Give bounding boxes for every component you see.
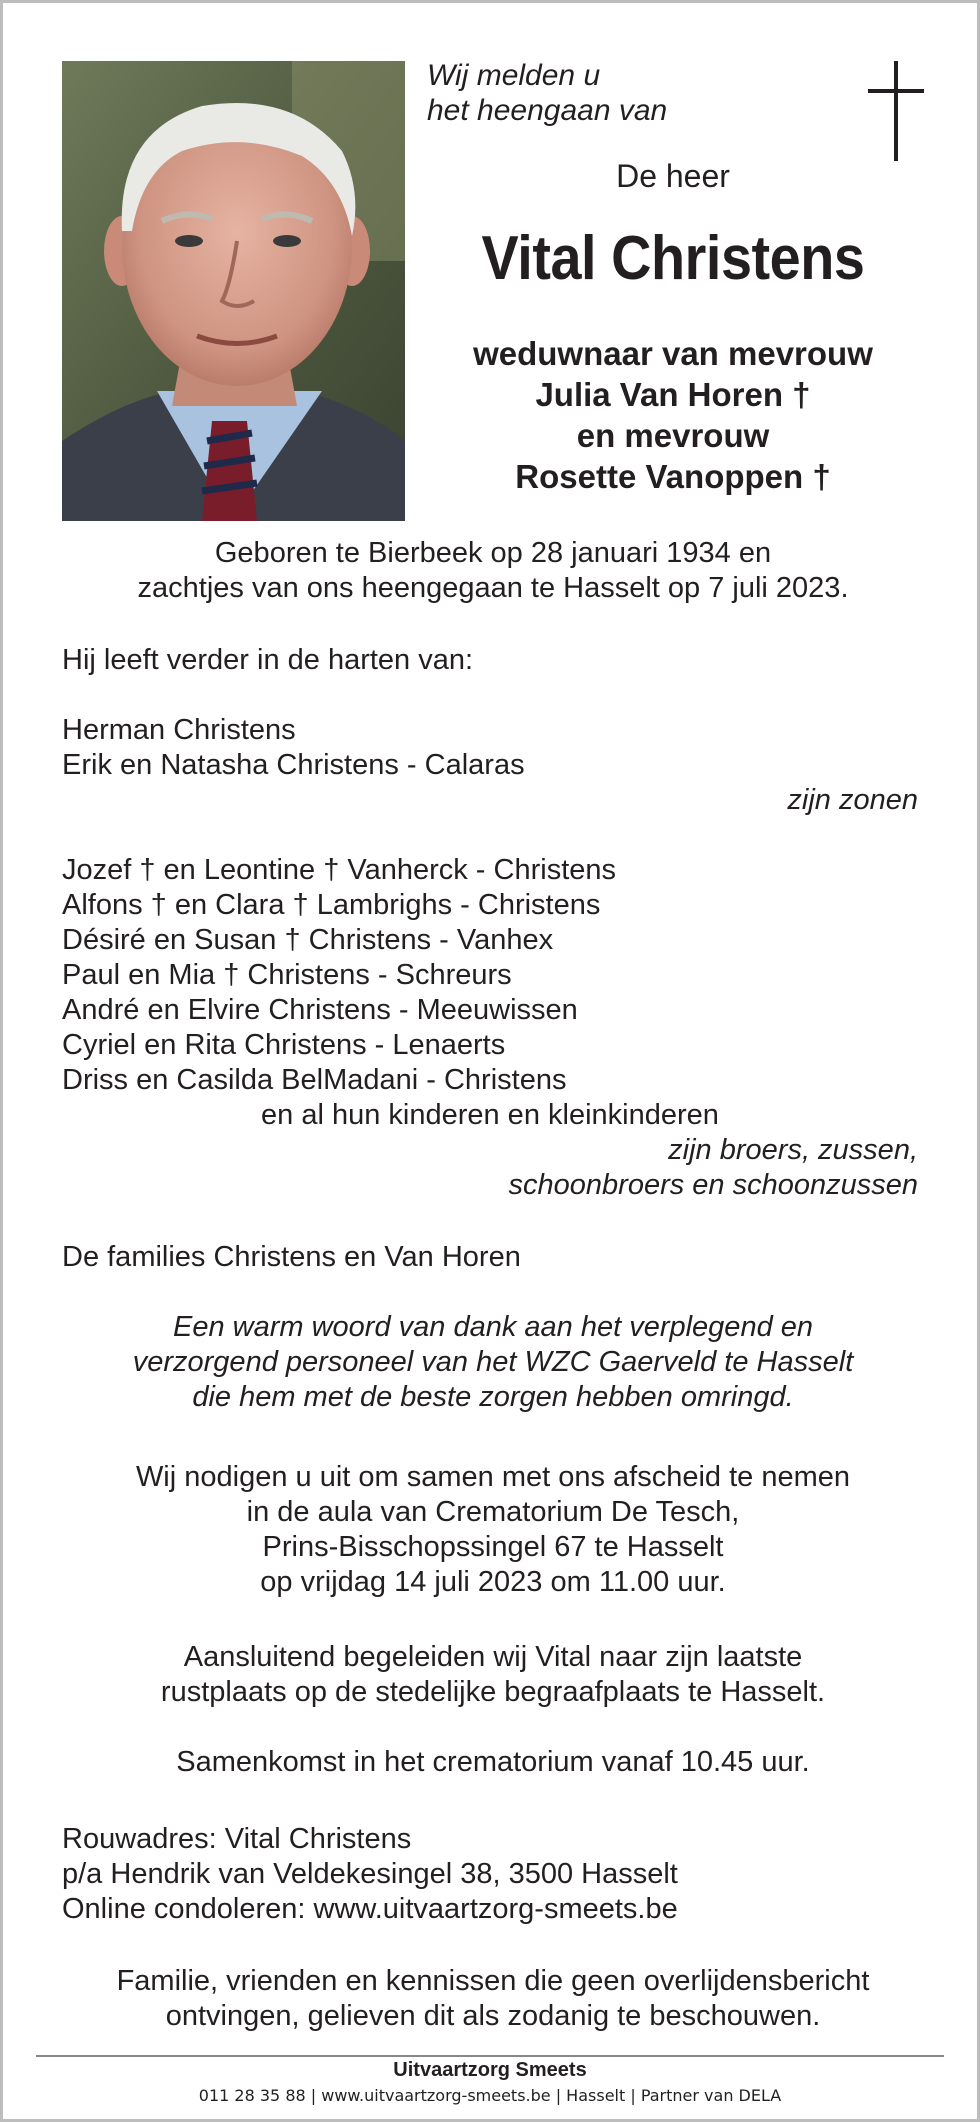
spouse-line-3: en mevrouw [576, 417, 770, 454]
grandchildren-line: en al hun kinderen en kleinkinderen [261, 1099, 719, 1131]
deceased-name: Vital Christens [481, 224, 865, 293]
birth-line-2: zachtjes van ons heengegaan te Hasselt op 7 juli 2023. [137, 572, 849, 604]
birth-line-1: Geboren te Bierbeek op 28 januari 1934 en [214, 537, 772, 569]
burial-line-2: rustplaats op de stedelijke begraafplaats te Hasselt. [160, 1676, 826, 1708]
son-1: Herman Christens [62, 714, 296, 746]
families-line: De families Christens en Van Horen [62, 1241, 521, 1273]
closing-line-1: Familie, vrienden en kennissen die geen overlijdensbericht [116, 1965, 870, 1997]
thanks-line-3: die hem met de beste zorgen hebben omringd. [192, 1381, 794, 1413]
closing-line-2: ontvingen, gelieven dit als zodanig te beschouwen. [165, 2000, 821, 2032]
sibling-3: Désiré en Susan † Christens - Vanhex [62, 924, 554, 956]
intro-line-1: Wij melden u [427, 59, 601, 92]
siblings-label-1: zijn broers, zussen, [668, 1134, 918, 1166]
condolence-link[interactable]: Online condoleren: www.uitvaartzorg-smeets.be [62, 1893, 678, 1925]
address-line-1: Rouwadres: Vital Christens [62, 1823, 412, 1855]
invitation-line-3: Prins-Bisschopssingel 67 te Hasselt [262, 1531, 724, 1563]
footer-company: Uitvaartzorg Smeets [393, 2059, 587, 2081]
cross-icon [868, 61, 924, 161]
sibling-5: André en Elvire Christens - Meeuwissen [62, 994, 578, 1026]
sibling-6: Cyriel en Rita Christens - Lenaerts [62, 1029, 506, 1061]
invitation-line-2: in de aula van Crematorium De Tesch, [246, 1496, 740, 1528]
spouse-line-4: Rosette Vanoppen † [515, 458, 831, 495]
invitation-line-4: op vrijdag 14 juli 2023 om 11.00 uur. [260, 1566, 726, 1598]
thanks-line-1: Een warm woord van dank aan het verplegend en [172, 1311, 814, 1343]
sibling-1: Jozef † en Leontine † Vanherck - Christens [62, 854, 617, 886]
footer-info: 011 28 35 88 | www.uitvaartzorg-smeets.be | Hasselt | Partner van DELA [198, 2086, 782, 2105]
sibling-4: Paul en Mia † Christens - Schreurs [62, 959, 512, 991]
thanks-line-2: verzorgend personeel van het WZC Gaerveld te Hasselt [132, 1346, 854, 1378]
sibling-2: Alfons † en Clara † Lambrighs - Christens [62, 889, 601, 921]
lives-on-heading: Hij leeft verder in de harten van: [62, 644, 474, 676]
address-line-2: p/a Hendrik van Veldekesingel 38, 3500 Hasselt [62, 1858, 678, 1890]
spouse-line-1: weduwnaar van mevrouw [473, 335, 873, 372]
son-2: Erik en Natasha Christens - Calaras [62, 749, 525, 781]
intro-line-2: het heengaan van [427, 94, 668, 127]
siblings-label-2: schoonbroers en schoonzussen [508, 1169, 918, 1201]
title-prefix: De heer [616, 158, 730, 194]
burial-line-1: Aansluitend begeleiden wij Vital naar zijn laatste [183, 1641, 803, 1673]
sibling-7: Driss en Casilda BelMadani - Christens [62, 1064, 567, 1096]
gathering-line: Samenkomst in het crematorium vanaf 10.45 uur. [176, 1746, 810, 1778]
spouse-line-2: Julia Van Horen † [535, 376, 811, 413]
portrait-photo [62, 61, 405, 521]
footer-divider [36, 2055, 944, 2057]
sons-label: zijn zonen [787, 784, 918, 816]
invitation-line-1: Wij nodigen u uit om samen met ons afscheid te nemen [135, 1461, 851, 1493]
